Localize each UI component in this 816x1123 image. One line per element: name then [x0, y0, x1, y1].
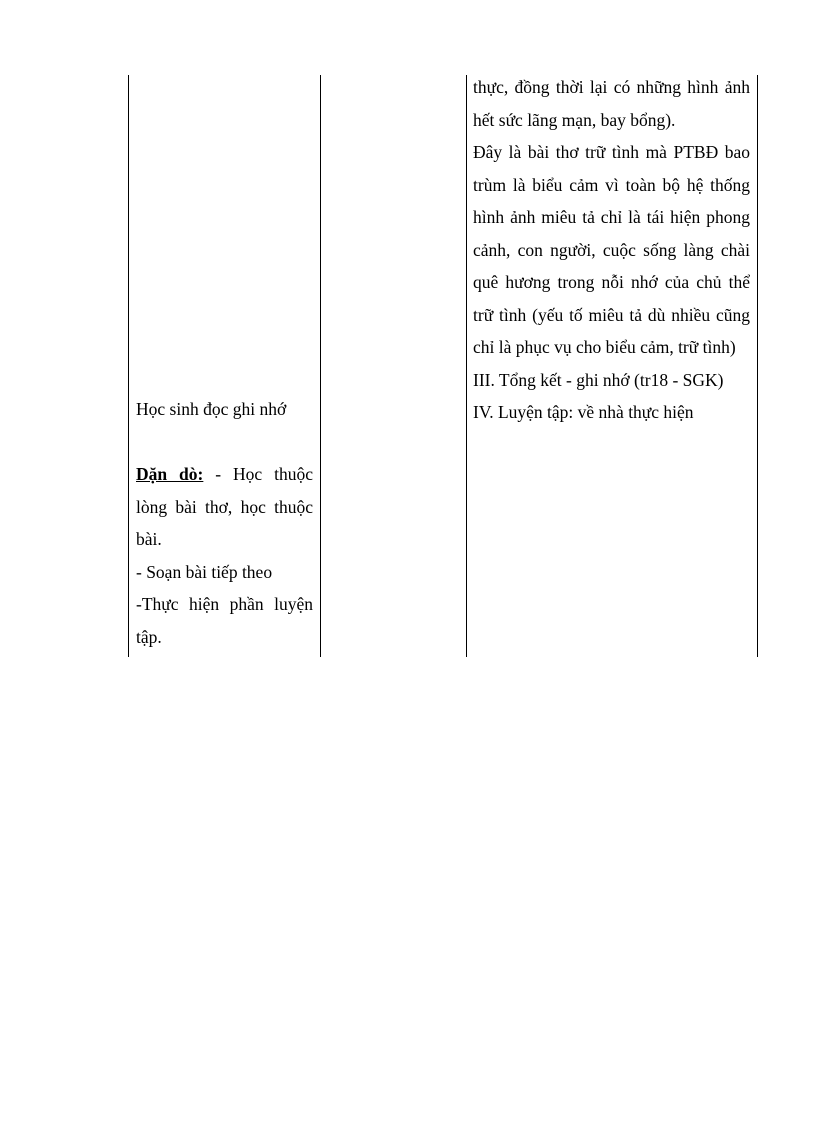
table-border-left: [128, 75, 129, 657]
activity-column: [136, 393, 313, 653]
content-paragraph: Đây là bài thơ trữ tình mà PTBĐ bao trùm là biểu cảm vì toàn bộ hệ thống hình ảnh miêu tả chỉ là tái hiện phong cảnh, con người, cuộc sống làng chài quê hương trong nỗi nhớ của chủ thể trữ tình (yếu tố miêu tả dù nhiều cũng chỉ là phục vụ cho biểu cảm, trữ tình): [473, 142, 750, 357]
practice-heading: IV. Luyện tập: về nhà thực hiện: [473, 402, 694, 422]
read-note: Học sinh đọc ghi nhớ: [136, 399, 287, 419]
table-border-col2: [320, 75, 321, 657]
table-border-col3: [466, 75, 467, 657]
homework-first-item: - Học thuộc lòng bài thơ, học thuộc bài.: [136, 464, 313, 549]
homework-label: Dặn dò:: [136, 464, 204, 484]
homework-item: - Soạn bài tiếp theo: [136, 561, 273, 582]
summary-heading: III. Tổng kết - ghi nhớ (tr18 - SGK): [473, 369, 724, 390]
homework-item: -Thực hiện phần luyện tập.: [136, 594, 313, 647]
table-border-right: [757, 75, 758, 657]
homework-block: [136, 458, 313, 556]
content-column: [473, 71, 750, 429]
content-paragraph: thực, đồng thời lại có những hình ảnh hết sức lãng mạn, bay bổng).: [473, 77, 750, 130]
